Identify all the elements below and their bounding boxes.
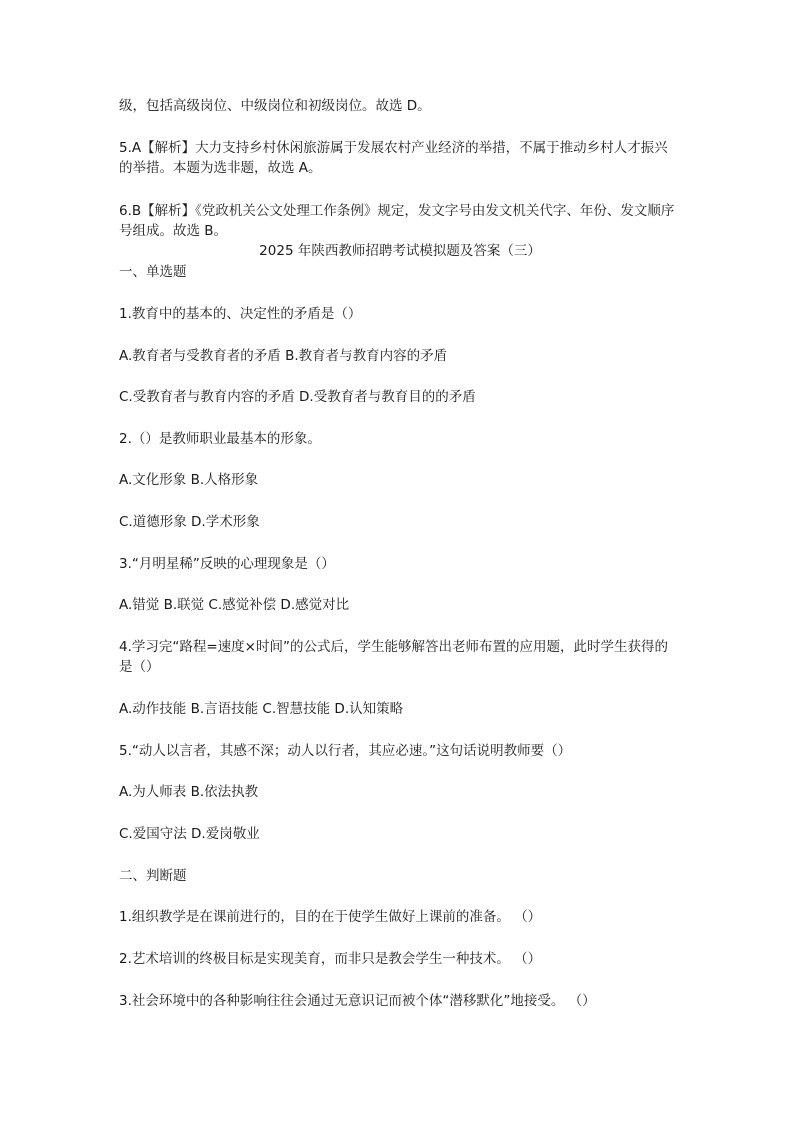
question-5-options-cd: C.爱国守法 D.爱岗敬业 bbox=[119, 826, 260, 842]
question-1-options-ab: A.教育者与受教育者的矛盾 B.教育者与教育内容的矛盾 bbox=[119, 348, 448, 364]
question-3-options: A.错觉 B.联觉 C.感觉补偿 D.感觉对比 bbox=[119, 597, 350, 613]
question-5: 5.“动人以言者，其感不深；动人以行者，其应必速。”这句话说明教师要（） bbox=[119, 743, 572, 759]
section-heading-single-choice: 一、单选题 bbox=[119, 264, 187, 280]
question-3: 3.“月明星稀”反映的心理现象是（） bbox=[119, 556, 335, 572]
tf-question-1: 1.组织教学是在课前进行的，目的在于使学生做好上课前的准备。 （） bbox=[119, 909, 542, 925]
section-heading-true-false: 二、判断题 bbox=[119, 868, 187, 884]
question-4: 4.学习完“路程=速度×时间”的公式后，学生能够解答出老师布置的应用题，此时学生获得的是（） bbox=[119, 639, 668, 675]
answer-continuation: 级，包括高级岗位、中级岗位和初级岗位。故选 D。 bbox=[119, 98, 431, 114]
question-2-options-cd: C.道德形象 D.学术形象 bbox=[119, 514, 260, 530]
answer-5-explanation: 5.A【解析】大力支持乡村休闲旅游属于发展农村产业经济的举措，不属于推动乡村人才振兴的举措。本题为选非题，故选 A。 bbox=[119, 140, 668, 176]
exam-title: 2025 年陕西教师招聘考试模拟题及答案（三） bbox=[259, 243, 541, 259]
question-2-options-ab: A.文化形象 B.人格形象 bbox=[119, 472, 259, 488]
question-5-options-ab: A.为人师表 B.依法执教 bbox=[119, 784, 259, 800]
question-4-options: A.动作技能 B.言语技能 C.智慧技能 D.认知策略 bbox=[119, 701, 404, 717]
question-1-options-cd: C.受教育者与教育内容的矛盾 D.受教育者与教育目的的矛盾 bbox=[119, 389, 476, 405]
question-2: 2.（）是教师职业最基本的形象。 bbox=[119, 431, 321, 447]
tf-question-3: 3.社会环境中的各种影响往往会通过无意识记而被个体“潜移默化”地接受。 （） bbox=[119, 993, 596, 1009]
tf-question-2: 2.艺术培训的终极目标是实现美育，而非只是教会学生一种技术。 （） bbox=[119, 951, 542, 967]
question-1: 1.教育中的基本的、决定性的矛盾是（） bbox=[119, 306, 362, 322]
answer-6-explanation: 6.B【解析】《党政机关公文处理工作条例》规定，发文字号由发文机关代字、年份、发文顺序号组成。故选 B。 bbox=[119, 203, 675, 239]
